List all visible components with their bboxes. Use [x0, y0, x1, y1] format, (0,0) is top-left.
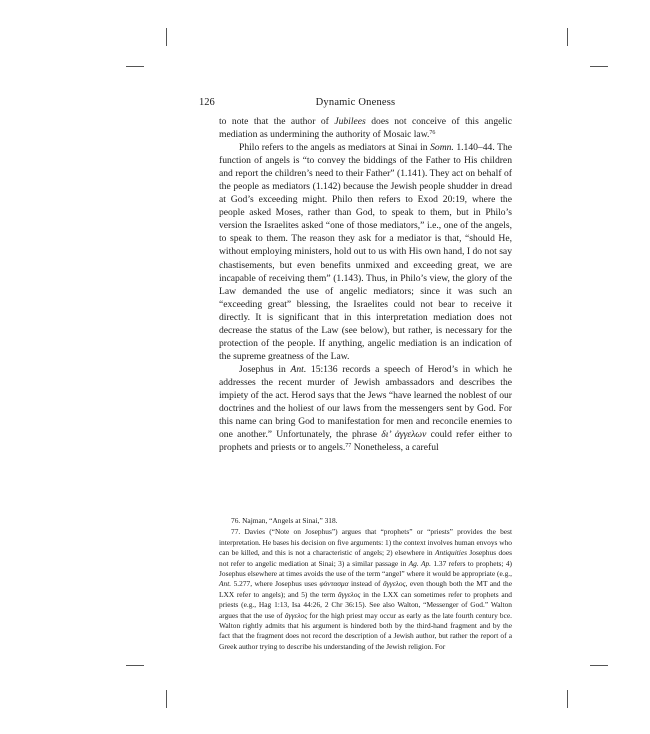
footnote-ref-77[interactable]: 77 — [345, 443, 352, 450]
footnotes — [219, 516, 512, 653]
crop-mark — [126, 66, 144, 67]
paragraph-3: Josephus in Ant. 15:136 records a speech of Herod’s in which he addresses the recent murder of Jewish ambassadors and describes the impiety of the act. Herod says that the Jews “have learned the noblest of our doctrines and the holiest of our laws from the messengers sent by God. For this name can bring God to manifestation for men and reconcile enemies to one another.” Unfortunately, the phrase δι’ ἀγγελων could refer either to prophets and priests or to angels.$^{77}$ Nonetheless, a careful — [219, 363, 513, 454]
footnote-ref-76[interactable]: 76 — [429, 130, 436, 137]
paragraph-1: to note that the author of Jubilees does not conceive of this angelic mediation as undermining the authority of Mosaic law.$^{76}$ — [219, 116, 512, 141]
crop-mark — [590, 665, 608, 666]
running-header — [199, 97, 512, 111]
crop-mark — [567, 28, 568, 46]
running-title: Dynamic Oneness — [315, 97, 396, 108]
crop-mark — [567, 690, 568, 708]
crop-mark — [126, 665, 144, 666]
footnote-76: 76. Najman, “Angels at Sinai,” 318. — [231, 516, 338, 525]
paragraph-2: Philo refers to the angels as mediators at Sinai in Somn. 1.140–44. The function of angels is “to convey the biddings of the Father to His children and report the children’s need to their Father” (1.141). They act on behalf of the people as mediators (1.142) because the Jewish people shudder in dread at God’s exceeding might. Philo then refers to Exod 20:19, where the people asked Moses, rather than God, to speak to them, but in Philo’s version the Israelites asked “one of those mediators,” i.e., one of the angels, to speak to them. The reason they ask for a mediator is that, “should He, without employing ministers, hold out to us with His own hand, I do not say chastisements, but even benefits unmixed and exceeding great, we are incapable of receiving them” (1.143). Thus, in Philo’s view, the glory of the Law demanded the use of angelic mediators; since it was such an “exceeding great” blessing, the Israelites could not bear to receive it directly. It is significant that in this interpretation mediation does not decrease the status of the Law (see below), but rather, is necessary for the protection of the people. If anything, angelic mediation is an indication of the supreme greatness of the Law. — [219, 142, 513, 362]
footnote-77: 77. Davies (“Note on Josephus”) argues that “prophets” or “priests” provides the best interpretation. He bases his decision on five arguments: 1) the context involves human envoys who can be killed, and this is not a characteristic of angels; 2) elsewhere in Antiquities Josephus does not refer to angelic mediation at Sinai; 3) a similar passage in Ag. Ap. 1.37 refers to prophets; 4) Josephus elsewhere at times avoids the use of the term “angel” where it would be appropriate (e.g., Ant. 5.277, where Josephus uses φάντασμα instead of ἄγγελος, even though both the MT and the LXX refer to angels); and 5) the term ἄγγελος in the LXX can sometimes refer to prophets and priests (e.g., Hag 1:13, Isa 44:26, 2 Chr 36:15). See also Walton, “Messenger of God.” Walton argues that the use of ἄγγελος for the high priest may occur as early as the late fourth century bce. Walton rightly admits that his argument is hindered both by the third-hand fragment and by the fact that the fragment does not record the description of a Jewish author, but rather the report of a Greek author trying to describe his understanding of the Jewish religion. For — [219, 527, 512, 651]
page-number: 126 — [199, 97, 215, 108]
main-text — [219, 115, 512, 454]
crop-mark — [166, 690, 167, 708]
crop-mark — [166, 28, 167, 46]
crop-mark — [590, 66, 608, 67]
